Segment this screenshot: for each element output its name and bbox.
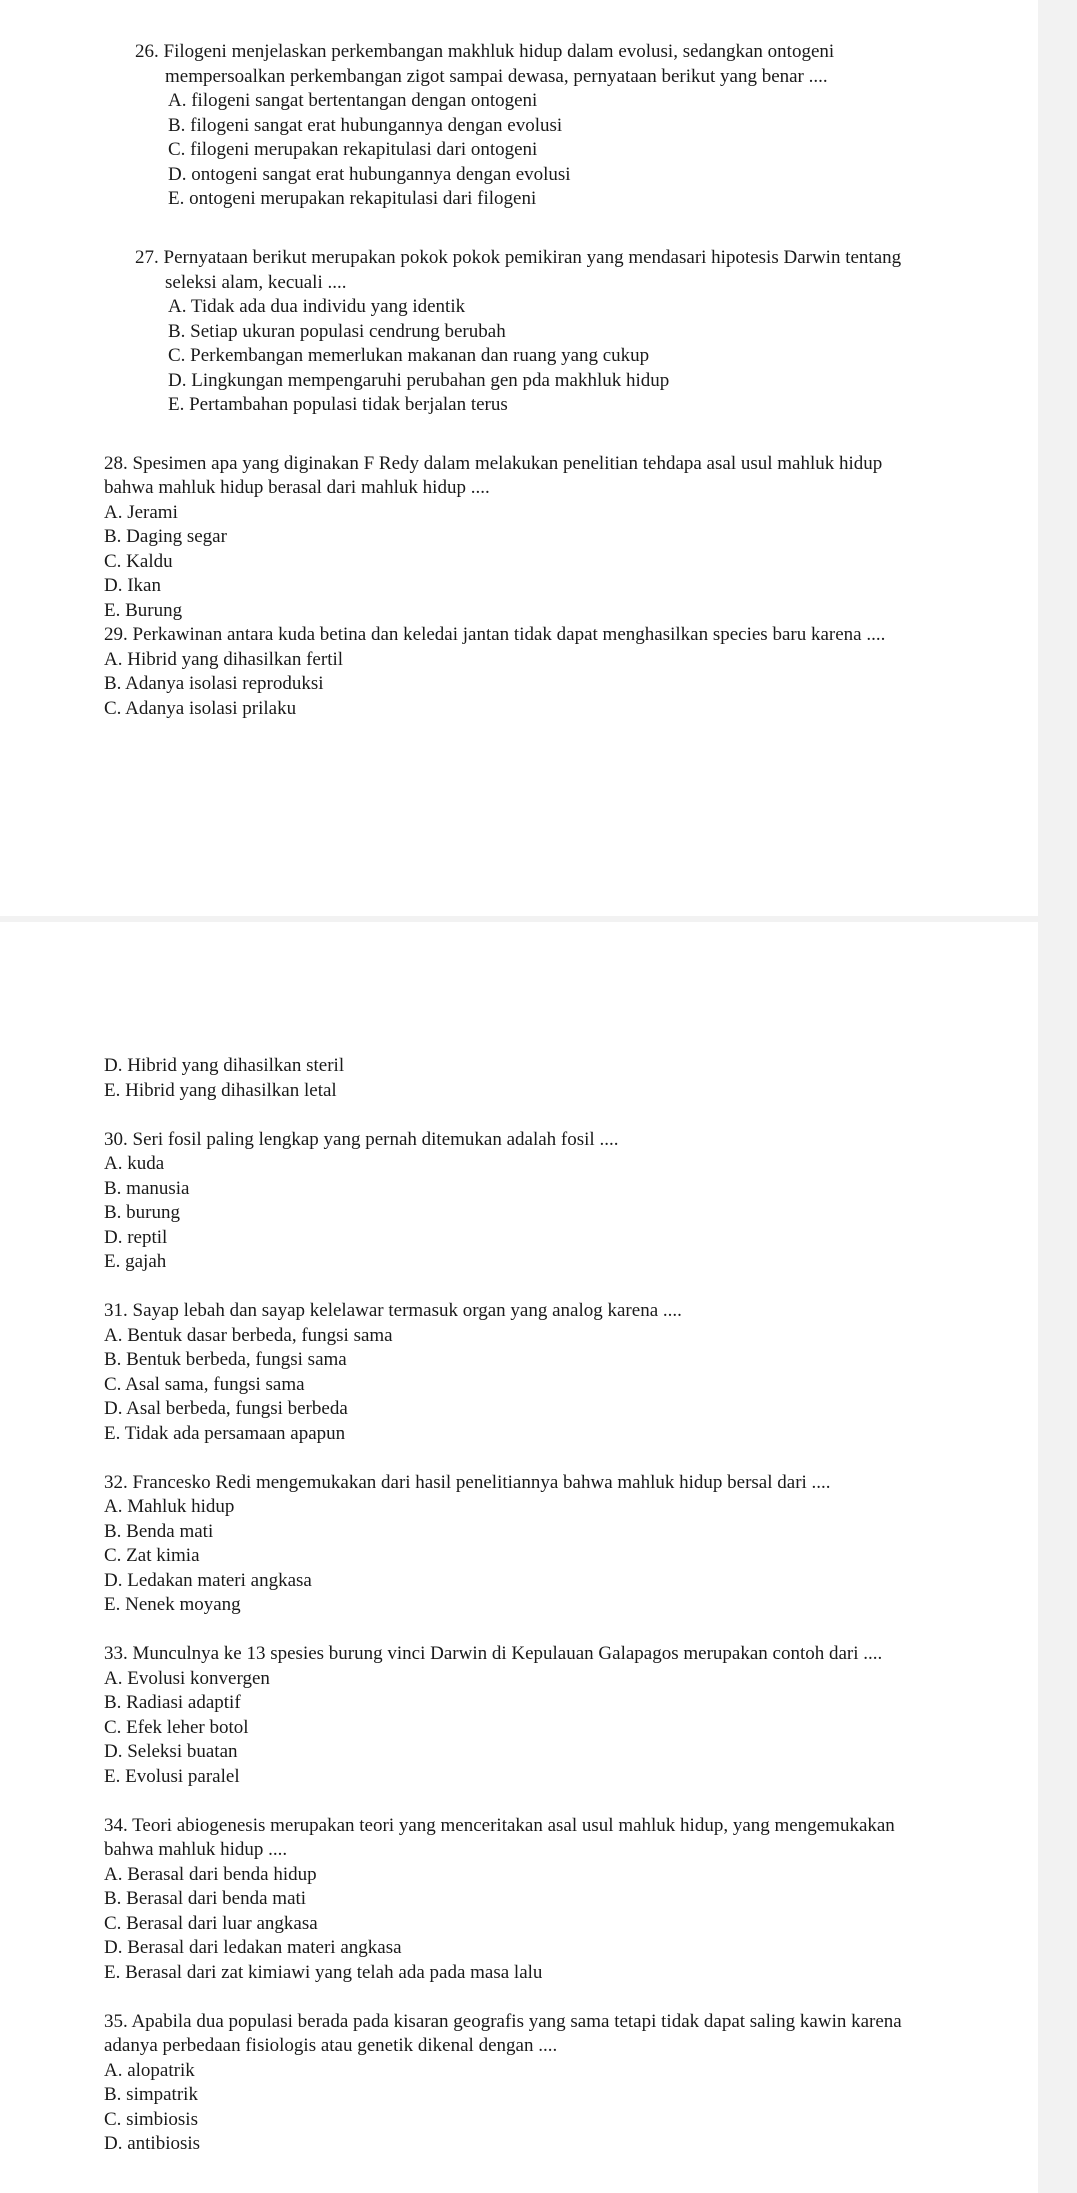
question-31-option-b: B. Bentuk berbeda, fungsi sama — [104, 1349, 347, 1370]
question-27-option-b: B. Setiap ukuran populasi cendrung berubah — [168, 320, 506, 342]
question-31 — [0, 1299, 1038, 1446]
question-32-option-e: E. Nenek moyang — [104, 1594, 241, 1615]
question-32-option-a: A. Mahluk hidup — [104, 1496, 235, 1517]
question-35-option-b: B. simpatrik — [104, 2084, 198, 2105]
document-page-1 — [0, 0, 1038, 916]
question-27-stem: 27. Pernyataan berikut merupakan pokok pokok pemikiran yang mendasari hipotesis Darwin tentang seleksi alam, kecuali .... — [135, 247, 902, 293]
question-29-continued — [0, 1054, 1038, 1103]
question-35 — [0, 2010, 1038, 2157]
question-28-option-b: B. Daging segar — [104, 526, 227, 547]
question-35-option-c: C. simbiosis — [104, 2108, 198, 2130]
question-29-option-c: C. Adanya isolasi prilaku — [104, 697, 297, 719]
question-29-option-a: A. Hibrid yang dihasilkan fertil — [104, 648, 344, 670]
question-28-option-d: D. Ikan — [104, 575, 161, 596]
question-35-option-a: A. alopatrik — [104, 2059, 195, 2081]
question-28 — [0, 452, 1038, 624]
question-26-option-c: C. filogeni merupakan rekapitulasi dari ontogeni — [168, 139, 538, 160]
question-27-option-d: D. Lingkungan mempengaruhi perubahan gen pda makhluk hidup — [168, 369, 670, 391]
question-27-option-c: C. Perkembangan memerlukan makanan dan ruang yang cukup — [168, 345, 650, 366]
question-26 — [0, 40, 1038, 212]
question-34 — [0, 1814, 1038, 1986]
question-34-option-b: B. Berasal dari benda mati — [104, 1888, 307, 1909]
question-26-option-d: D. ontogeni sangat erat hubungannya dengan evolusi — [168, 163, 571, 185]
question-29-option-b: B. Adanya isolasi reproduksi — [104, 673, 324, 694]
question-27 — [0, 246, 1038, 418]
question-30-stem: 30. Seri fosil paling lengkap yang pernah ditemukan adalah fosil .... — [104, 1128, 619, 1150]
question-34-option-a: A. Berasal dari benda hidup — [104, 1863, 317, 1885]
question-28-stem: 28. Spesimen apa yang diginakan F Redy dalam melakukan penelitian tehdapa asal usul mahluk hidup bahwa mahluk hidup berasal dari mahluk hidup .... — [104, 452, 883, 498]
question-33-option-b: B. Radiasi adaptif — [104, 1692, 241, 1713]
question-30-option-d: D. reptil — [104, 1226, 168, 1248]
question-29-stem: 29. Perkawinan antara kuda betina dan keledai jantan tidak dapat menghasilkan species baru karena .... — [104, 624, 886, 645]
question-33 — [0, 1642, 1038, 1789]
question-29 — [0, 623, 1038, 721]
question-33-stem: 33. Munculnya ke 13 spesies burung vinci Darwin di Kepulauan Galapagos merupakan contoh dari .... — [104, 1643, 883, 1664]
question-34-option-c: C. Berasal dari luar angkasa — [104, 1912, 318, 1934]
question-30-option-b: B. manusia — [104, 1177, 190, 1199]
question-26-option-e: E. ontogeni merupakan rekapitulasi dari filogeni — [168, 188, 537, 209]
question-30-option-e: E. gajah — [104, 1251, 167, 1272]
question-30-option-a: A. kuda — [104, 1153, 165, 1174]
question-33-option-c: C. Efek leher botol — [104, 1716, 249, 1738]
question-34-stem: 34. Teori abiogenesis merupakan teori yang menceritakan asal usul mahluk hidup, yang mengemukakan bahwa mahluk hidup .... — [104, 1814, 895, 1860]
question-30-option-b2: B. burung — [104, 1202, 180, 1223]
question-30 — [0, 1128, 1038, 1275]
question-31-option-e: E. Tidak ada persamaan apapun — [104, 1422, 346, 1444]
question-28-option-a: A. Jerami — [104, 501, 178, 523]
question-28-option-c: C. Kaldu — [104, 550, 173, 572]
question-31-option-c: C. Asal sama, fungsi sama — [104, 1373, 305, 1395]
question-26-stem: 26. Filogeni menjelaskan perkembangan makhluk hidup dalam evolusi, sedangkan ontogeni mempersoalkan perkembangan zigot sampai dewasa, pernyataan berikut yang benar .... — [135, 41, 835, 87]
question-26-option-a: A. filogeni sangat bertentangan dengan ontogeni — [168, 90, 538, 111]
question-35-stem: 35. Apabila dua populasi berada pada kisaran geografis yang sama tetapi tidak dapat saling kawin karena adanya perbedaan fisiologis atau genetik dikenal dengan .... — [104, 2010, 902, 2056]
question-31-option-d: D. Asal berbeda, fungsi berbeda — [104, 1398, 348, 1419]
question-26-option-b: B. filogeni sangat erat hubungannya dengan evolusi — [168, 114, 563, 136]
question-27-option-a: A. Tidak ada dua individu yang identik — [168, 296, 466, 317]
question-34-option-d: D. Berasal dari ledakan materi angkasa — [104, 1937, 402, 1958]
document-page-2 — [0, 922, 1038, 2193]
question-35-option-d: D. antibiosis — [104, 2133, 201, 2154]
question-33-option-d: D. Seleksi buatan — [104, 1741, 238, 1762]
question-29-option-e: E. Hibrid yang dihasilkan letal — [104, 1079, 337, 1101]
question-32-option-b: B. Benda mati — [104, 1520, 214, 1542]
question-32 — [0, 1471, 1038, 1618]
question-31-stem: 31. Sayap lebah dan sayap kelelawar termasuk organ yang analog karena .... — [104, 1300, 682, 1321]
question-33-option-a: A. Evolusi konvergen — [104, 1667, 270, 1689]
question-32-option-d: D. Ledakan materi angkasa — [104, 1569, 312, 1591]
question-27-option-e: E. Pertambahan populasi tidak berjalan terus — [168, 394, 508, 415]
question-29-option-d: D. Hibrid yang dihasilkan steril — [104, 1055, 345, 1076]
question-31-option-a: A. Bentuk dasar berbeda, fungsi sama — [104, 1324, 393, 1346]
question-32-stem: 32. Francesko Redi mengemukakan dari hasil penelitiannya bahwa mahluk hidup bersal dari .... — [104, 1471, 831, 1493]
question-34-option-e: E. Berasal dari zat kimiawi yang telah ada pada masa lalu — [104, 1961, 543, 1983]
question-32-option-c: C. Zat kimia — [104, 1545, 200, 1566]
question-33-option-e: E. Evolusi paralel — [104, 1765, 240, 1787]
question-28-option-e: E. Burung — [104, 599, 183, 621]
